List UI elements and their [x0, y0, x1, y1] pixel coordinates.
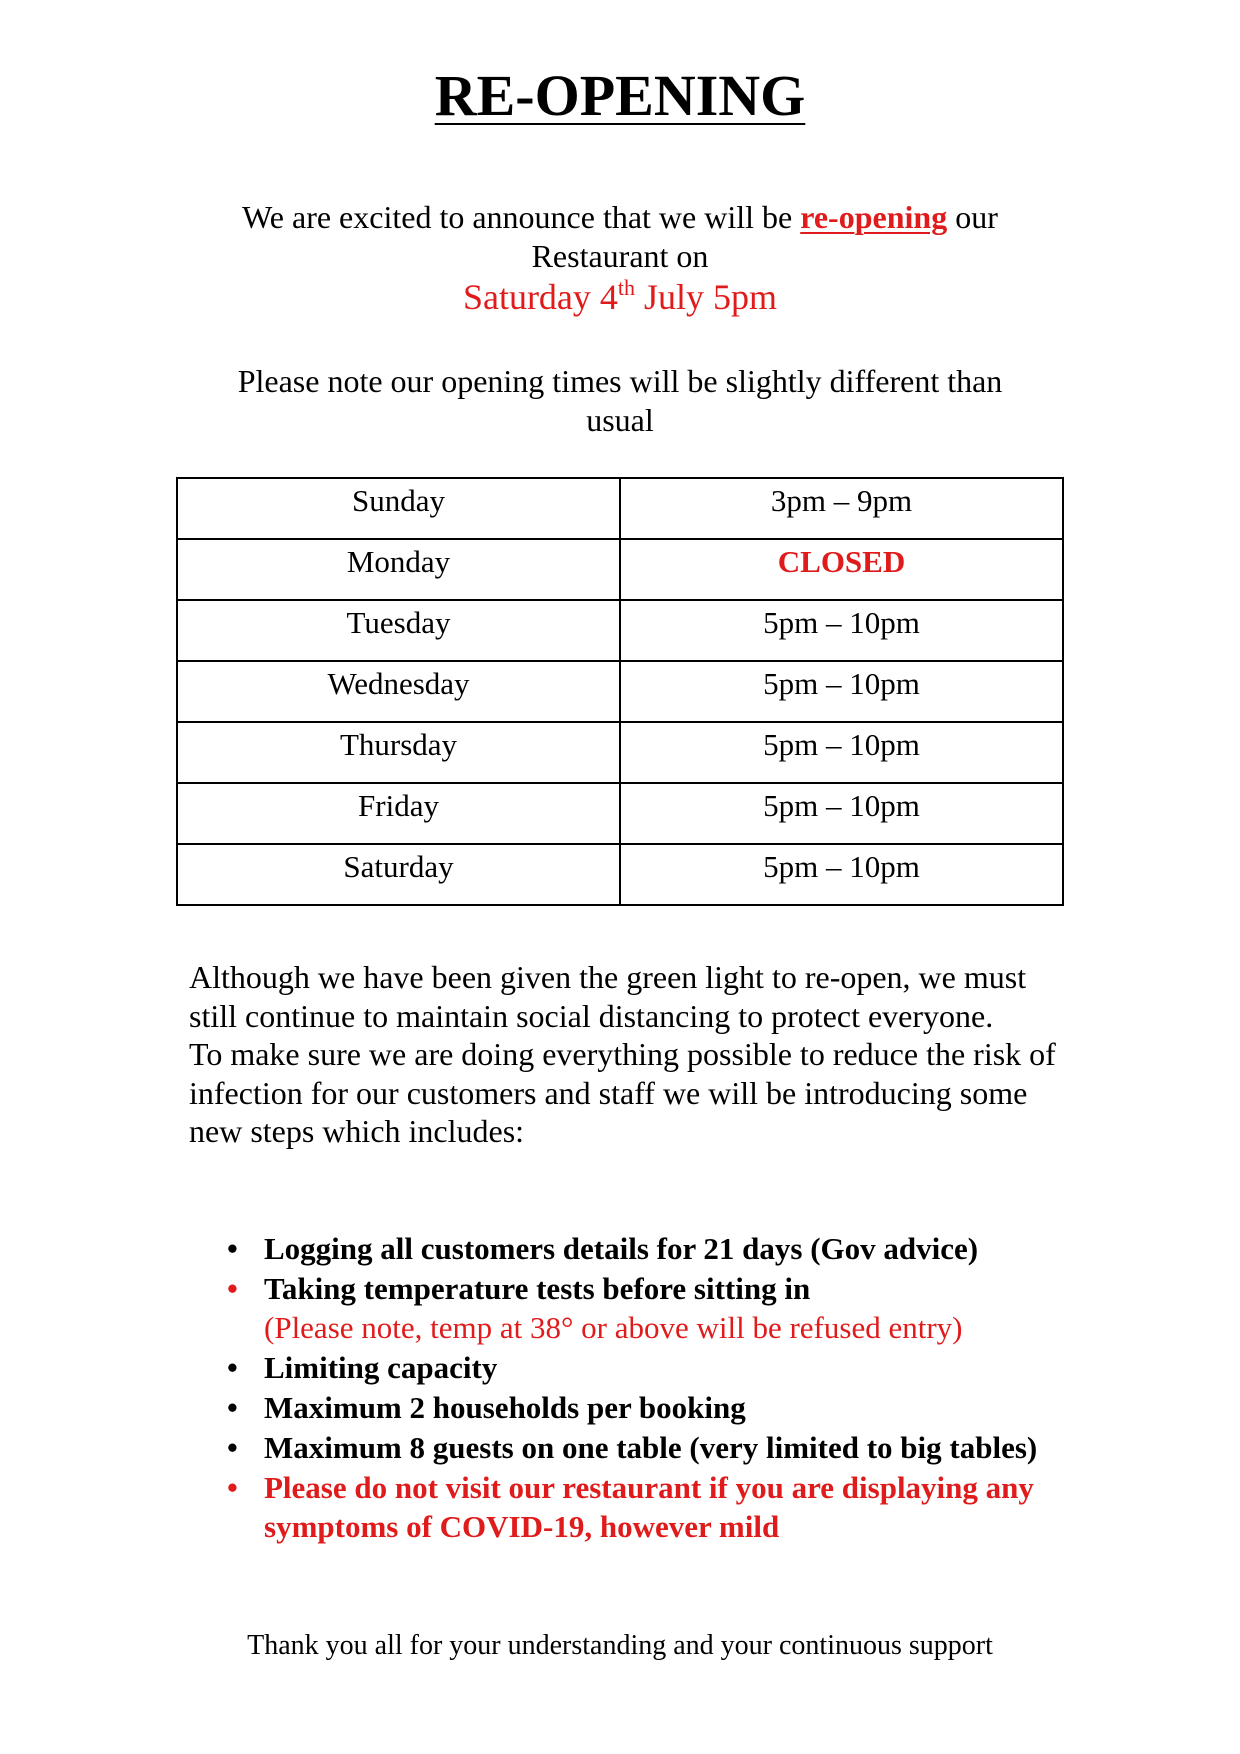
table-row [177, 661, 1063, 722]
step-text: Maximum 8 guests on one table (very limited to big tables) [264, 1430, 1038, 1465]
announcement [0, 198, 1240, 276]
day-cell: Thursday [177, 722, 620, 783]
time-cell: 5pm – 10pm [620, 783, 1063, 844]
table-row [177, 539, 1063, 600]
list-item [0, 1229, 1240, 1268]
day-cell: Wednesday [177, 661, 620, 722]
step-text: Taking temperature tests before sitting in [264, 1271, 811, 1306]
announcement-line-1 [0, 198, 1240, 237]
note-line-1: Please note our opening times will be slightly different than [237, 363, 1003, 399]
announcement-text-end: our [947, 199, 998, 235]
date-ordinal: th [617, 275, 636, 300]
list-item [0, 1388, 1240, 1427]
reopening-highlight: re-opening [800, 199, 948, 235]
reopening-date [0, 274, 1240, 320]
day-cell: Saturday [177, 844, 620, 905]
date-prefix: Saturday 4 [462, 277, 618, 317]
opening-hours-table [176, 477, 1064, 906]
paragraph-new-steps: To make sure we are doing everything possible to reduce the risk of infection for our customers and staff we will be introducing some new steps which includes: [189, 1036, 1056, 1149]
list-item [0, 1269, 1240, 1347]
step-text: Limiting capacity [264, 1350, 498, 1385]
table-row [177, 600, 1063, 661]
table-row [177, 844, 1063, 905]
bullet-icon: • [227, 1271, 238, 1306]
closed-cell: CLOSED [620, 539, 1063, 600]
bullet-icon: • [227, 1470, 238, 1505]
table-row [177, 478, 1063, 539]
announcement-line-2: Restaurant on [531, 238, 709, 274]
bullet-icon: • [227, 1390, 238, 1425]
opening-times-note [0, 362, 1240, 440]
safety-steps-list [0, 1229, 1240, 1547]
bullet-icon: • [227, 1350, 238, 1385]
time-cell: 5pm – 10pm [620, 600, 1063, 661]
time-cell: 5pm – 10pm [620, 844, 1063, 905]
day-cell: Monday [177, 539, 620, 600]
list-item [0, 1468, 1240, 1546]
time-cell: 3pm – 9pm [620, 478, 1063, 539]
bullet-icon: • [227, 1430, 238, 1465]
day-cell: Tuesday [177, 600, 620, 661]
step-text: Logging all customers details for 21 days (Gov advice) [264, 1231, 979, 1266]
table-row [177, 722, 1063, 783]
safety-explanation [189, 958, 1069, 1151]
table-row [177, 783, 1063, 844]
covid-warning-text: Please do not visit our restaurant if you are displaying any symptoms of COVID-19, however mild [264, 1470, 1034, 1544]
date-suffix: July 5pm [635, 277, 778, 317]
time-cell: 5pm – 10pm [620, 661, 1063, 722]
title-text: RE-OPENING [434, 63, 806, 128]
day-cell: Friday [177, 783, 620, 844]
thank-you-message: Thank you all for your understanding and your continuous support [247, 1630, 993, 1661]
time-cell: 5pm – 10pm [620, 722, 1063, 783]
day-cell: Sunday [177, 478, 620, 539]
step-text: Maximum 2 households per booking [264, 1390, 746, 1425]
paragraph-green-light: Although we have been given the green light to re-open, we must still continue to maintain social distancing to protect everyone. [189, 959, 1027, 1034]
temperature-warning: (Please note, temp at 38° or above will be refused entry) [264, 1310, 963, 1345]
announcement-text: We are excited to announce that we will be [242, 199, 801, 235]
note-line-2: usual [586, 402, 654, 438]
list-item [0, 1348, 1240, 1387]
page-title [0, 60, 1240, 132]
list-item [0, 1428, 1240, 1467]
bullet-icon: • [227, 1231, 238, 1266]
